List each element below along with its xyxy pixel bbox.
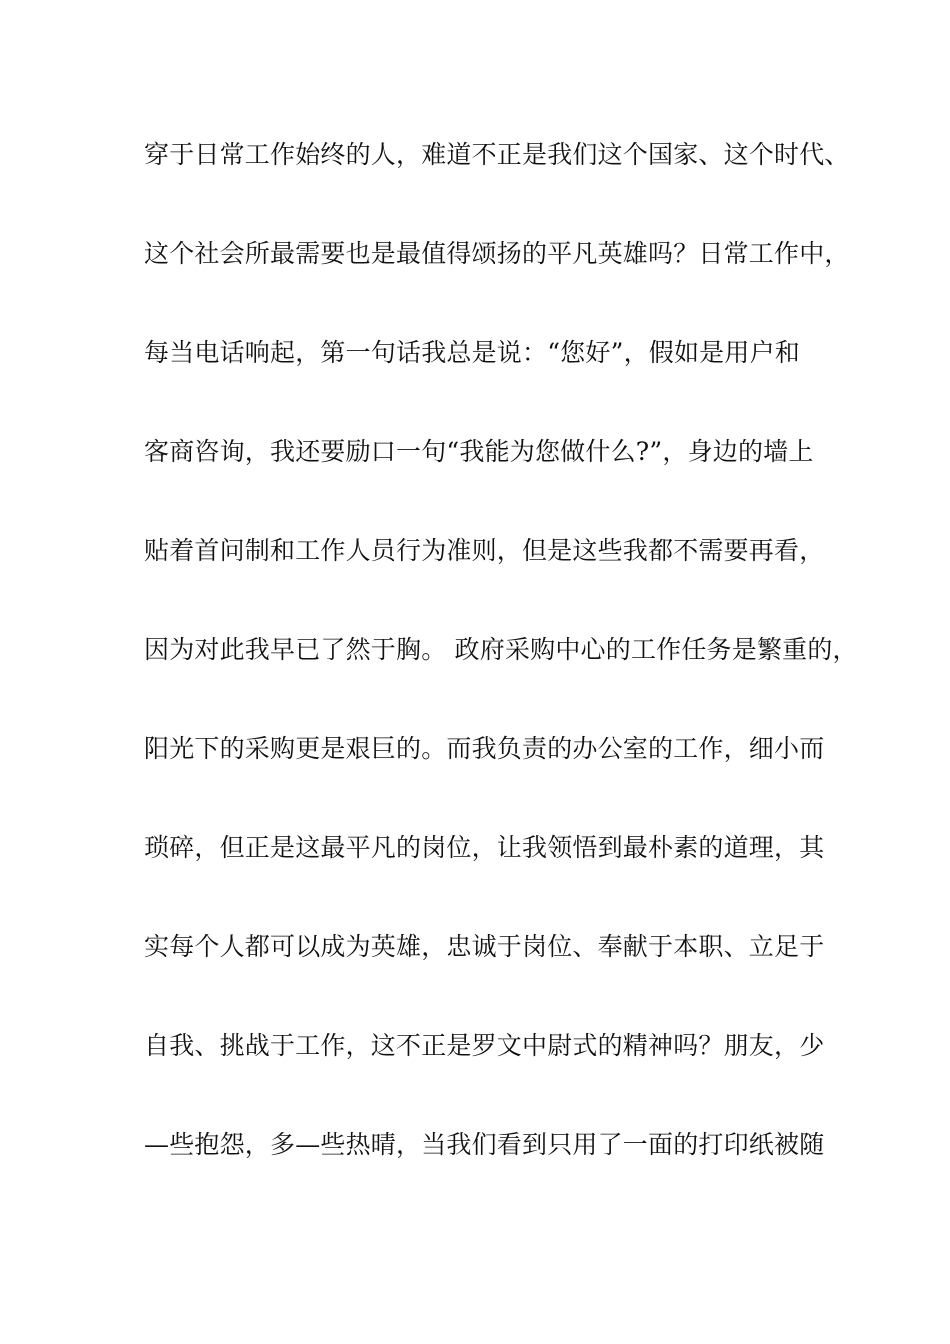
text-line: 每当电话响起，第一句话我总是说：“您好”，假如是用户和	[144, 338, 800, 367]
text-line: 贴着首问制和工作人员行为准则，但是这些我都不需要再看，	[144, 536, 825, 565]
body-text	[144, 128, 858, 1217]
text-line: 自我、挑战于工作，这不正是罗文中尉式的精神吗？朋友，少	[144, 1031, 825, 1060]
text-line: 琐碎，但正是这最平凡的岗位，让我领悟到最朴素的道理，其	[144, 833, 825, 862]
text-line: 实每个人都可以成为英雄，忠诚于岗位、奉献于本职、立足于	[144, 932, 825, 961]
text-line: 穿于日常工作始终的人，难道不正是我们这个国家、这个时代、	[144, 140, 850, 169]
text-line: 阳光下的采购更是艰巨的。而我负责的办公室的工作，细小而	[144, 734, 825, 763]
text-line: 因为对此我早已了然于胸。 政府采购中心的工作任务是繁重的，	[144, 635, 858, 664]
text-line: —些抱怨，多—些热晴，当我们看到只用了一面的打印纸被随	[144, 1130, 825, 1159]
text-line: 客商咨询，我还要励口一句“我能为您做什么?”，身边的墙上	[144, 437, 814, 466]
text-line: 这个社会所最需要也是最值得颂扬的平凡英雄吗？日常工作中，	[144, 239, 850, 268]
